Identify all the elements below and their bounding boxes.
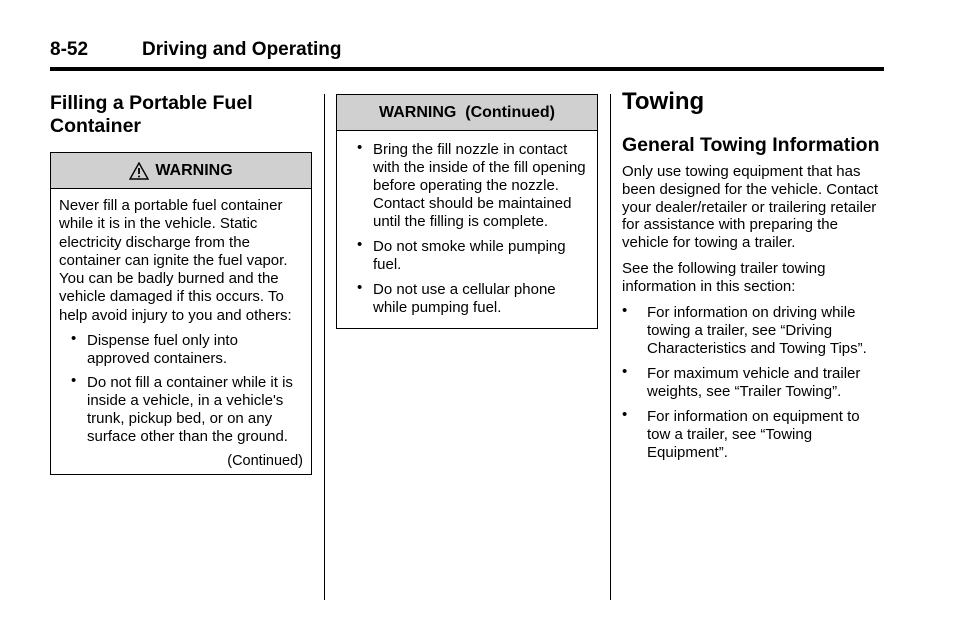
bullet-list bbox=[622, 301, 884, 462]
column-divider bbox=[610, 94, 611, 600]
bullet-icon: • bbox=[622, 301, 628, 319]
warning-triangle-icon bbox=[129, 162, 149, 180]
paragraph: Only use towing equipment that has been designed for the vehicle. Contact your dealer/retailer or trailering retailer for assistance with preparing the vehicle for towing a trailer. bbox=[622, 163, 879, 252]
list-item: • For information on driving while towing a trailer, see “Driving Characteristics and Towing Tips”. bbox=[622, 301, 867, 357]
warning-label: WARNING (Continued) bbox=[379, 103, 555, 121]
list-item: • Do not use a cellular phone while pumping fuel. bbox=[357, 279, 556, 316]
bullet-icon: • bbox=[71, 330, 77, 348]
warning-box bbox=[50, 152, 312, 475]
column-middle bbox=[336, 94, 598, 329]
warning-body bbox=[51, 189, 311, 474]
list-item: • For information on equipment to tow a trailer, see “Towing Equipment”. bbox=[622, 405, 860, 461]
bullet-icon: • bbox=[357, 236, 363, 253]
page-number: 8-52 bbox=[50, 39, 89, 60]
bullet-icon: • bbox=[357, 279, 363, 296]
bullet-icon: • bbox=[622, 405, 628, 423]
continued-label: (Continued) bbox=[227, 453, 303, 470]
list-item: • Bring the fill nozzle in contact with the inside of the fill opening before operating the nozzle. Contact should be maintained until the filling is complete. bbox=[357, 139, 586, 230]
section-title: Filling a Portable Fuel Container bbox=[50, 92, 253, 137]
warning-box bbox=[336, 94, 598, 329]
subsection-title: General Towing Information bbox=[622, 134, 880, 156]
list-item: • Dispense fuel only into approved containers. bbox=[71, 330, 238, 368]
warning-bullet-list bbox=[59, 332, 303, 446]
bullet-icon: • bbox=[71, 372, 77, 390]
list-item: • Do not fill a container while it is inside a vehicle, in a vehicle's trunk, pickup bed, or on any surface other than the ground. bbox=[71, 372, 293, 446]
column-right bbox=[622, 88, 884, 469]
column-left bbox=[50, 92, 312, 475]
warning-intro: Never fill a portable fuel container while it is in the vehicle. Static electricity discharge from the container can ignite the fuel vapor. You can be badly burned and the vehicle damaged if this occurs. To help avoid injury to you and others: bbox=[59, 197, 292, 324]
section-title: Towing bbox=[622, 88, 705, 115]
list-item: • For maximum vehicle and trailer weights, see “Trailer Towing”. bbox=[622, 362, 861, 400]
page-header bbox=[50, 39, 884, 71]
bullet-icon: • bbox=[357, 139, 363, 156]
chapter-title: Driving and Operating bbox=[142, 39, 342, 60]
bullet-icon: • bbox=[622, 362, 628, 380]
warning-header bbox=[51, 153, 311, 189]
warning-label: WARNING bbox=[155, 161, 233, 179]
warning-header bbox=[337, 95, 597, 131]
column-divider bbox=[324, 94, 325, 600]
warning-bullet-list bbox=[337, 131, 597, 328]
paragraph: See the following trailer towing information in this section: bbox=[622, 259, 826, 295]
list-item: • Do not smoke while pumping fuel. bbox=[357, 236, 566, 273]
